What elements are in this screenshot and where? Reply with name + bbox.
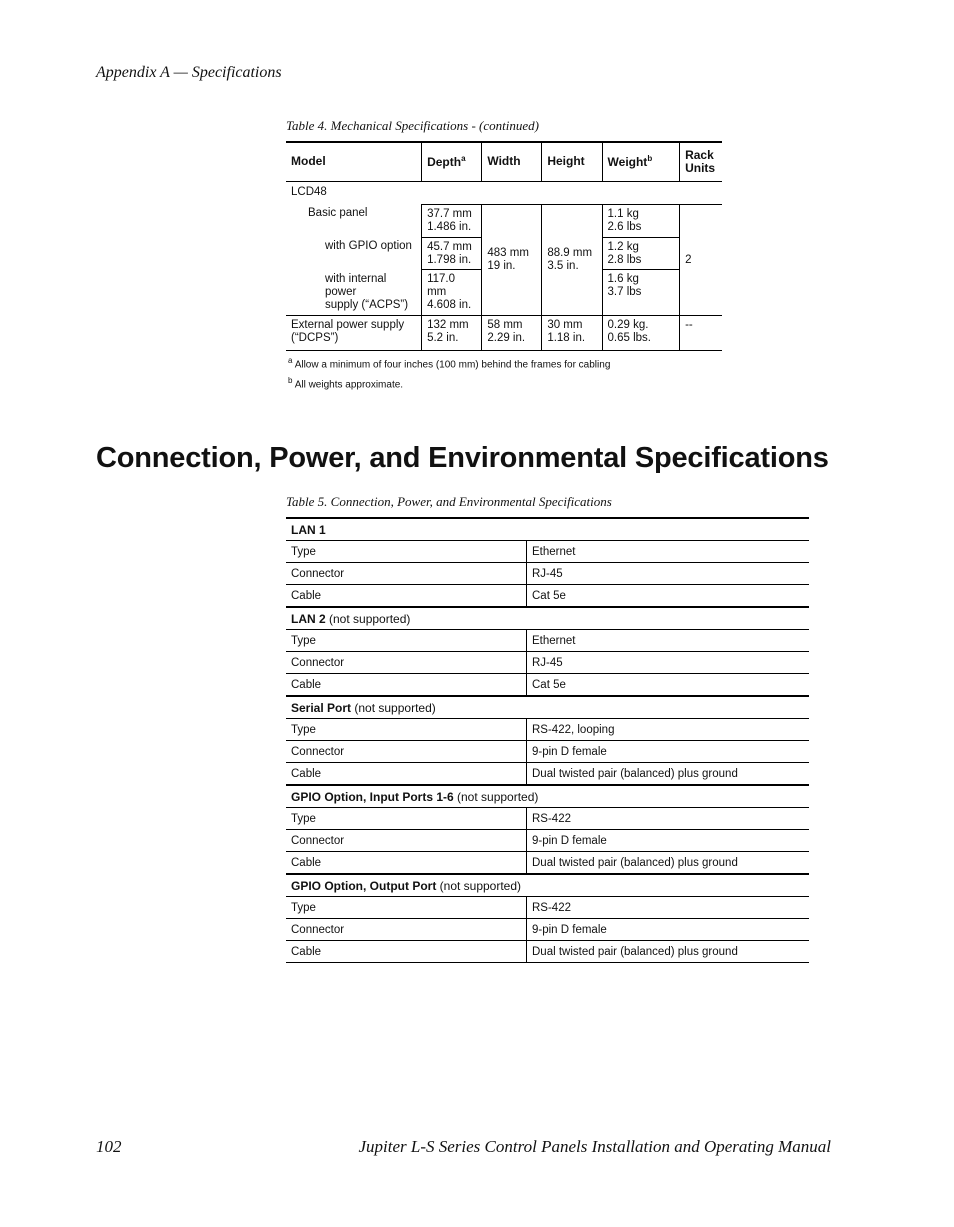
model-cell: [286, 270, 422, 316]
row-label: Connector: [286, 741, 527, 763]
table-row: [286, 808, 809, 830]
height-cell-shared: [542, 204, 602, 315]
table-row: [286, 941, 809, 963]
depth-cell: [422, 237, 482, 270]
row-value: Dual twisted pair (balanced) plus ground: [527, 852, 810, 875]
section-note: (not supported): [351, 700, 436, 715]
section-note: (not supported): [325, 611, 411, 626]
section-cell: [286, 607, 809, 630]
rack-cell: --: [680, 316, 722, 351]
weight-kg: 0.29 kg.: [607, 319, 649, 331]
table-row: [286, 585, 809, 608]
footnote: [288, 376, 610, 390]
table-row: [286, 563, 809, 585]
section-cell: [286, 518, 809, 541]
row-label: Cable: [286, 941, 527, 963]
width-cell: [482, 316, 542, 351]
section-row-serial-port: [286, 696, 809, 719]
col-width: Width: [482, 142, 542, 182]
depth-in: 1.798 in.: [427, 253, 472, 266]
weight-kg: 1.1 kg: [607, 207, 639, 220]
width-in: 2.29 in.: [487, 331, 526, 344]
width-mm: 483 mm: [487, 247, 529, 260]
page-number: 102: [96, 1137, 122, 1156]
table-row: [286, 741, 809, 763]
section-name: GPIO Option, Input Ports 1-6: [291, 789, 454, 804]
col-rack-line2: Units: [685, 161, 716, 175]
weight-cell: [602, 237, 680, 270]
weight-kg: 1.6 kg: [607, 273, 639, 286]
table-row: [286, 541, 809, 563]
weight-cell: [602, 270, 680, 316]
row-label: Cable: [286, 585, 527, 608]
col-depth-label: Depth: [427, 154, 462, 169]
table-row: [286, 897, 809, 919]
table-row: [286, 919, 809, 941]
book-title: Jupiter L-S Series Control Panels Installation and Operating Manual: [358, 1137, 831, 1156]
col-height: Height: [542, 142, 602, 182]
row-value: 9-pin D female: [527, 830, 810, 852]
table-row: [286, 204, 722, 237]
height-in: 3.5 in.: [547, 259, 579, 272]
height-cell: [542, 316, 602, 351]
section-name: Serial Port: [291, 700, 352, 715]
section-cell: [286, 785, 809, 808]
section-row-lan1: [286, 518, 809, 541]
width-cell-shared: [482, 204, 542, 315]
depth-cell: [422, 316, 482, 351]
depth-cell: [422, 270, 482, 316]
width-mm: 58 mm: [487, 319, 523, 331]
row-label: Type: [286, 897, 527, 919]
depth-mm: 45.7 mm: [427, 240, 472, 253]
row-value: Dual twisted pair (balanced) plus ground: [527, 763, 810, 786]
section-name: LAN 2: [291, 611, 326, 626]
table4-group-row: [286, 182, 722, 205]
depth-in: 5.2 in.: [427, 331, 459, 344]
row-value: Cat 5e: [527, 674, 810, 697]
model-cell: [286, 316, 422, 351]
col-rack-units: [680, 142, 722, 182]
row-label: Connector: [286, 563, 527, 585]
weight-lbs: 0.65 lbs.: [607, 331, 652, 344]
row-value: Dual twisted pair (balanced) plus ground: [527, 941, 810, 963]
footnote: [288, 356, 610, 370]
depth-cell: [422, 204, 482, 237]
row-value: RJ-45: [527, 652, 810, 674]
height-mm: 30 mm: [547, 319, 583, 331]
row-value: RS-422: [527, 897, 810, 919]
table5-caption: Table 5. Connection, Power, and Environmental Specifications: [286, 494, 612, 509]
section-cell: [286, 874, 809, 897]
col-depth: [422, 142, 482, 182]
footnote-mark: a: [288, 356, 293, 365]
model-cell: with GPIO option: [325, 240, 412, 253]
depth-mm: 132 mm: [427, 319, 469, 331]
row-value: 9-pin D female: [527, 741, 810, 763]
model-line2: supply (“ACPS”): [325, 298, 409, 311]
depth-mm: 37.7 mm: [427, 207, 472, 220]
row-label: Connector: [286, 919, 527, 941]
model-line1: External power supply: [291, 319, 405, 331]
row-value: RS-422: [527, 808, 810, 830]
row-label: Cable: [286, 763, 527, 786]
table-row: [286, 719, 809, 741]
row-label: Type: [286, 630, 527, 652]
model-cell: Basic panel: [308, 207, 368, 220]
row-label: Type: [286, 541, 527, 563]
section-row-lan2: [286, 607, 809, 630]
model-line2: (“DCPS”): [291, 331, 339, 344]
section-row-gpio-input: [286, 785, 809, 808]
depth-footnote-mark: a: [461, 153, 466, 163]
row-label: Connector: [286, 652, 527, 674]
group-label-lcd48: LCD48: [291, 186, 327, 198]
row-label: Connector: [286, 830, 527, 852]
row-value: Ethernet: [527, 630, 810, 652]
row-value: Cat 5e: [527, 585, 810, 608]
section-note: (not supported): [453, 789, 539, 804]
row-label: Type: [286, 719, 527, 741]
table-row: [286, 674, 809, 697]
weight-cell: [602, 204, 680, 237]
model-line1: with internal power: [325, 272, 387, 298]
footnote-text: Allow a minimum of four inches (100 mm) behind the frames for cabling: [294, 359, 611, 371]
row-value: RS-422, looping: [527, 719, 810, 741]
col-model: Model: [286, 142, 422, 182]
table4-header-row: [286, 142, 722, 182]
row-value: Ethernet: [527, 541, 810, 563]
mechanical-specifications-table: [286, 141, 722, 351]
table-row: [286, 652, 809, 674]
table-row: [286, 830, 809, 852]
section-name: GPIO Option, Output Port: [291, 878, 437, 893]
section-cell: [286, 696, 809, 719]
rack-cell-shared: 2: [680, 204, 722, 315]
table-row: [286, 630, 809, 652]
height-mm: 88.9 mm: [547, 247, 593, 260]
width-in: 19 in.: [487, 259, 516, 272]
row-label: Type: [286, 808, 527, 830]
row-value: RJ-45: [527, 563, 810, 585]
section-note: (not supported): [436, 878, 522, 893]
section-row-gpio-output: [286, 874, 809, 897]
weight-cell: [602, 316, 680, 351]
footnote-text: All weights approximate.: [294, 379, 404, 391]
footnote-mark: b: [288, 376, 293, 386]
col-weight: [602, 142, 680, 182]
weight-footnote-mark: b: [647, 153, 653, 163]
depth-in: 1.486 in.: [427, 220, 472, 233]
section-name: LAN 1: [291, 522, 326, 537]
running-header: Appendix A — Specifications: [96, 64, 282, 81]
table-row: [286, 763, 809, 786]
row-value: 9-pin D female: [527, 919, 810, 941]
table-row: [286, 316, 722, 351]
table4-footnotes: [288, 356, 610, 397]
depth-in: 4.608 in.: [427, 299, 472, 312]
connection-specifications-table: [286, 517, 809, 963]
row-label: Cable: [286, 852, 527, 875]
weight-lbs: 2.6 lbs: [607, 220, 642, 233]
col-rack-line1: Rack: [685, 147, 714, 162]
weight-lbs: 2.8 lbs: [607, 253, 642, 266]
weight-kg: 1.2 kg: [607, 240, 639, 253]
depth-mm: 117.0 mm: [427, 273, 456, 299]
weight-lbs: 3.7 lbs: [607, 286, 642, 299]
col-weight-label: Weight: [607, 154, 648, 169]
section-heading: Connection, Power, and Environmental Specifications: [96, 442, 829, 474]
row-label: Cable: [286, 674, 527, 697]
table-row: [286, 852, 809, 875]
table4-caption: Table 4. Mechanical Specifications - (continued): [286, 118, 539, 133]
height-in: 1.18 in.: [547, 331, 586, 344]
